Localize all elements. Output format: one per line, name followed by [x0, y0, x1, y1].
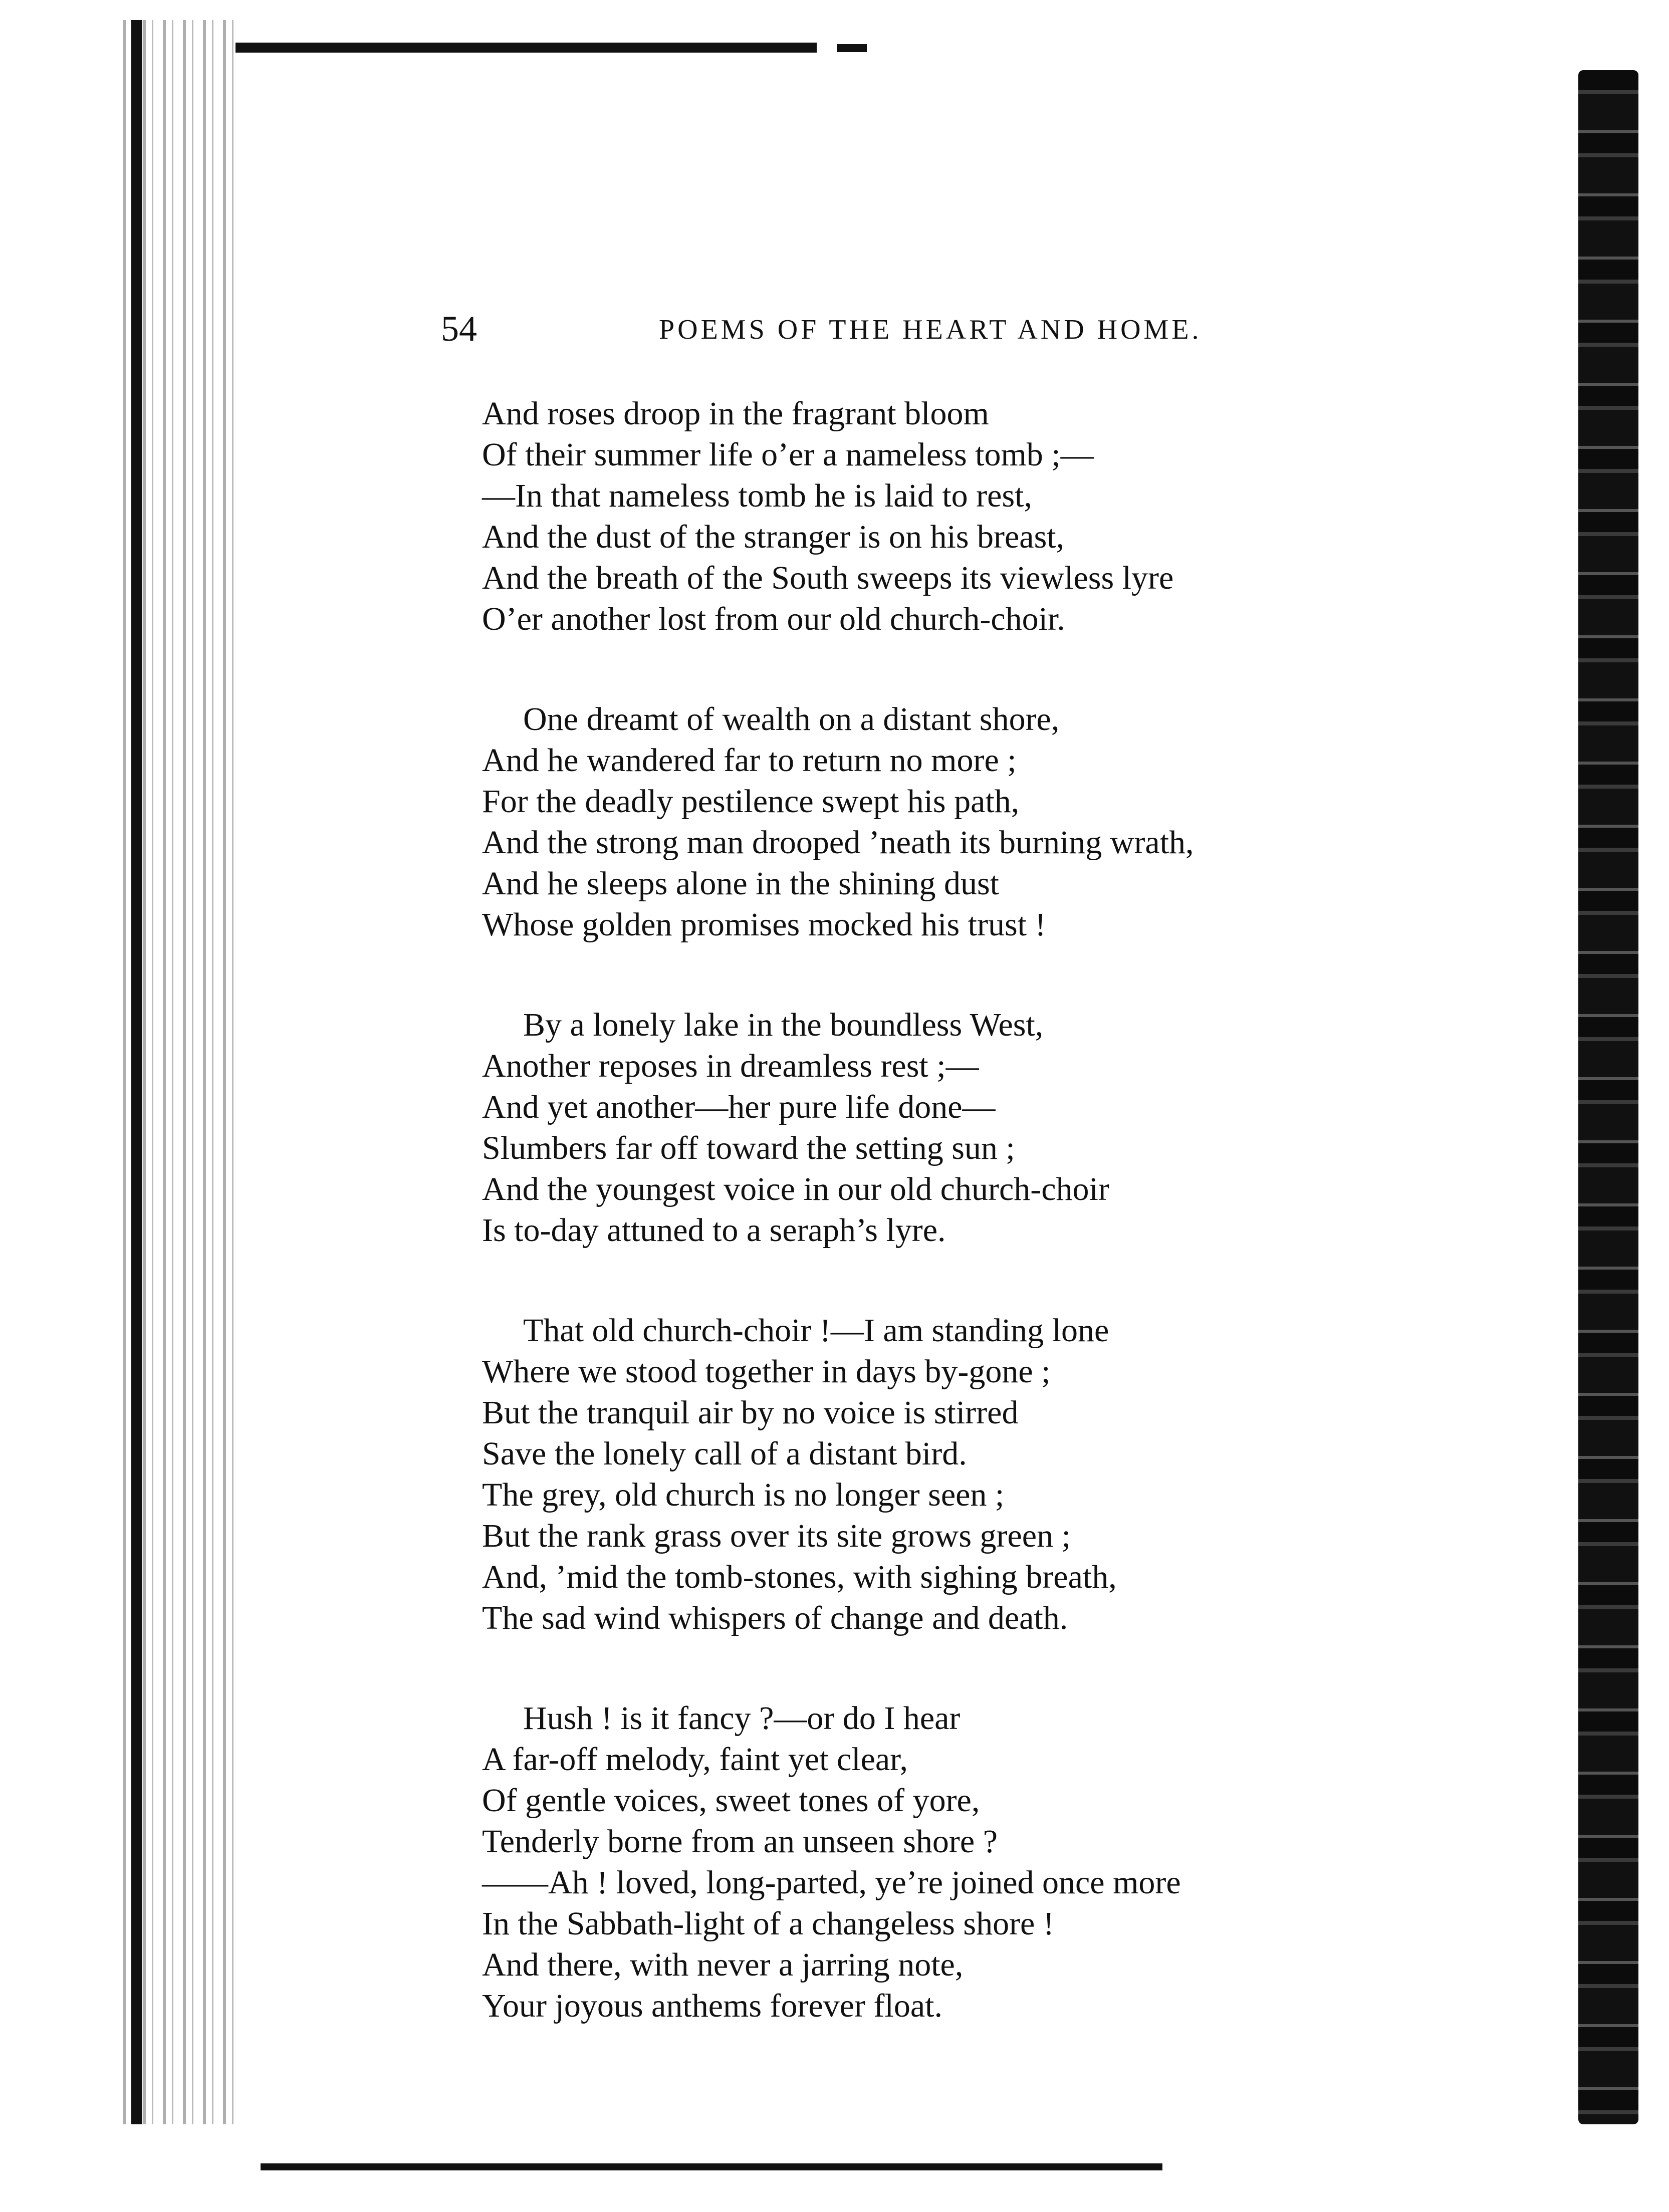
poem-line: By a lonely lake in the boundless West, [523, 1007, 1044, 1043]
poem-line: Of their summer life o’er a nameless tomb ;— [482, 436, 1094, 473]
poem-line: —In that nameless tomb he is laid to rest, [482, 477, 1032, 514]
scan-binding-edge-left [131, 20, 142, 2124]
scan-bottom-rule [261, 2163, 1162, 2170]
poem-line: In the Sabbath-light of a changeless shore ! [482, 1905, 1054, 1942]
poem-body [482, 393, 1484, 2086]
poem-line: Slumbers far off toward the setting sun ; [482, 1130, 1015, 1166]
poem-line: And the strong man drooped ’neath its burning wrath, [482, 824, 1194, 861]
poem-line: Is to-day attuned to a seraph’s lyre. [482, 1212, 946, 1249]
scan-top-mark [837, 44, 867, 52]
poem-line: Hush ! is it fancy ?—or do I hear [523, 1700, 961, 1737]
stanza-5 [482, 1698, 1484, 2027]
poem-line: Where we stood together in days by-gone ; [482, 1353, 1051, 1390]
poem-line: O’er another lost from our old church-choir. [482, 601, 1065, 637]
stanza-2 [482, 699, 1484, 945]
poem-line: And he wandered far to return no more ; [482, 742, 1017, 779]
running-head: POEMS OF THE HEART AND HOME. [659, 314, 1202, 345]
poem-line: And roses droop in the fragrant bloom [482, 395, 989, 432]
poem-line: And, ’mid the tomb-stones, with sighing breath, [482, 1559, 1117, 1595]
stanza-3 [482, 1005, 1484, 1251]
poem-line: Your joyous anthems forever float. [482, 1988, 942, 2024]
poem-line: And there, with never a jarring note, [482, 1946, 964, 1983]
scan-page-edge-right [1578, 70, 1638, 2124]
poem-line: Save the lonely call of a distant bird. [482, 1435, 967, 1472]
poem-line: Another reposes in dreamless rest ;— [482, 1048, 979, 1084]
poem-line: The sad wind whispers of change and death. [482, 1600, 1068, 1636]
scan-top-rule [235, 43, 817, 53]
stanza-4 [482, 1310, 1484, 1639]
poem-line: But the tranquil air by no voice is stirred [482, 1394, 1019, 1431]
poem-line: But the rank grass over its site grows green ; [482, 1518, 1071, 1554]
poem-line: That old church-choir !—I am standing lone [523, 1312, 1109, 1349]
poem-line: Whose golden promises mocked his trust ! [482, 906, 1046, 943]
poem-line: And the youngest voice in our old church-choir [482, 1171, 1109, 1207]
poem-line: For the deadly pestilence swept his path, [482, 783, 1020, 820]
poem-line: Tenderly borne from an unseen shore ? [482, 1823, 998, 1860]
stanza-1 [482, 393, 1484, 640]
page-number: 54 [441, 309, 477, 349]
poem-line: And the breath of the South sweeps its viewless lyre [482, 560, 1174, 596]
poem-line: The grey, old church is no longer seen ; [482, 1477, 1005, 1513]
poem-line: One dreamt of wealth on a distant shore, [523, 701, 1060, 738]
poem-line: And yet another—her pure life done— [482, 1089, 996, 1125]
poem-line: Of gentle voices, sweet tones of yore, [482, 1782, 980, 1819]
poem-line: A far-off melody, faint yet clear, [482, 1741, 908, 1778]
page-header [441, 301, 1273, 356]
poem-line: ——Ah ! loved, long-parted, ye’re joined once more [482, 1864, 1181, 1901]
poem-line: And the dust of the stranger is on his breast, [482, 519, 1065, 555]
poem-line: And he sleeps alone in the shining dust [482, 865, 1000, 902]
